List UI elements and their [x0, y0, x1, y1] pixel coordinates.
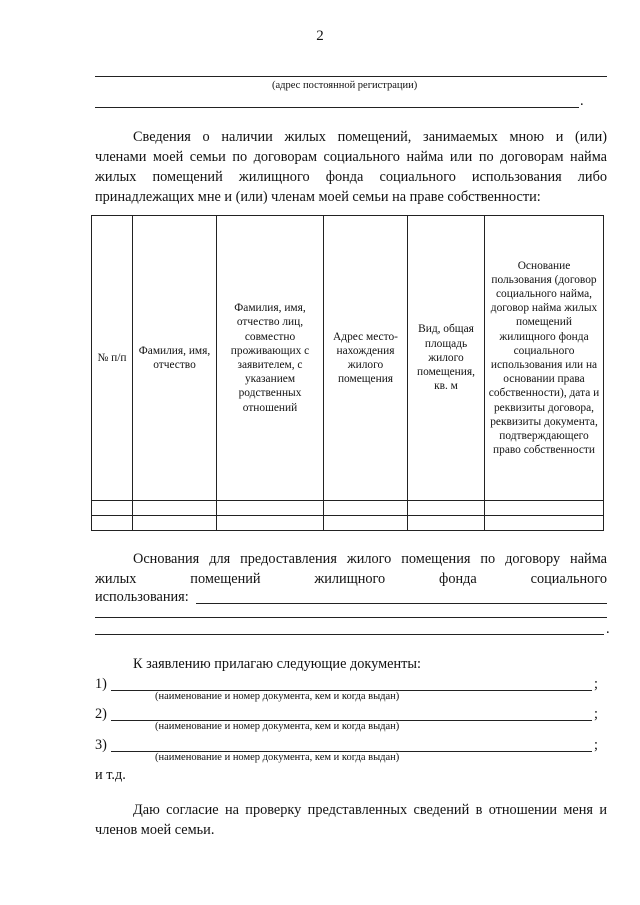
grounds-line-1: Основания для предоставления жилого помещения по договору найма — [133, 551, 607, 567]
intro-line-3: жилых помещений жилищного фонда социального использования либо — [95, 169, 607, 185]
address-caption: (адрес постоянной регистрации) — [272, 80, 418, 91]
consent-line-1: Даю согласие на проверку представленных сведений в отношении меня и — [133, 802, 607, 818]
table-cell[interactable] — [217, 501, 324, 516]
table-cell[interactable] — [133, 501, 217, 516]
header-area: Вид, общая площадь жилого помещения, кв. м — [408, 216, 485, 501]
documents-etc: и т.д. — [95, 767, 126, 783]
header-number: № п/п — [92, 216, 133, 501]
header-basis: Основание пользования (договор социального найма, договор найма жилых помещений жилищного фонда социального использования или на основании права собственности), дата и реквизиты договора, реквизиты документа, подтверждающего право собственности — [485, 216, 604, 501]
address-end-mark: . — [580, 93, 584, 109]
header-address: Адрес место-нахождения жилого помещения — [324, 216, 408, 501]
grounds-line-fill-1[interactable] — [196, 603, 607, 604]
document-item-1-caption: (наименование и номер документа, кем и когда выдан) — [155, 691, 400, 702]
grounds-line-2: жилых помещений жилищного фонда социального — [95, 571, 607, 587]
document-item-2-end: ; — [594, 706, 598, 722]
table-cell[interactable] — [408, 501, 485, 516]
table-row — [92, 501, 604, 516]
table-cell[interactable] — [324, 501, 408, 516]
table-cell[interactable] — [217, 516, 324, 531]
documents-intro: К заявлению прилагаю следующие документы: — [133, 656, 421, 672]
grounds-paragraph — [95, 549, 607, 589]
table-cell[interactable] — [485, 501, 604, 516]
document-item-1-number: 1) — [95, 676, 107, 692]
table-cell[interactable] — [92, 501, 133, 516]
header-full-name: Фамилия, имя, отчество — [133, 216, 217, 501]
grounds-line-fill-3[interactable] — [95, 634, 604, 635]
address-line-2[interactable] — [95, 107, 579, 108]
document-item-3-caption: (наименование и номер документа, кем и когда выдан) — [155, 752, 400, 763]
intro-line-4: принадлежащих мне и (или) членам моей семьи на праве собственности: — [95, 189, 541, 205]
table-cell[interactable] — [324, 516, 408, 531]
grounds-end-mark: . — [606, 621, 610, 637]
document-item-2-number: 2) — [95, 706, 107, 722]
document-item-1-end: ; — [594, 676, 598, 692]
table-cell[interactable] — [92, 516, 133, 531]
document-item-3-end: ; — [594, 737, 598, 753]
consent-paragraph — [95, 800, 607, 840]
document-item-2-caption: (наименование и номер документа, кем и когда выдан) — [155, 721, 400, 732]
grounds-line-fill-2[interactable] — [95, 617, 607, 618]
header-cohabitants: Фамилия, имя, отчество лиц, совместно проживающих с заявителем, с указанием родственных отношений — [217, 216, 324, 501]
intro-line-1: Сведения о наличии жилых помещений, занимаемых мною и (или) — [133, 129, 607, 145]
address-line-1[interactable] — [95, 76, 607, 77]
table-cell[interactable] — [408, 516, 485, 531]
housing-info-table — [91, 215, 604, 531]
intro-paragraph — [95, 127, 607, 207]
table-header-row — [92, 216, 604, 501]
document-item-3-number: 3) — [95, 737, 107, 753]
page-number: 2 — [316, 28, 324, 44]
consent-line-2: членов моей семьи. — [95, 822, 215, 838]
table-row — [92, 516, 604, 531]
table-cell[interactable] — [133, 516, 217, 531]
table-cell[interactable] — [485, 516, 604, 531]
grounds-label: использования: — [95, 589, 189, 605]
intro-line-2: членами моей семьи по договорам социального найма или по договорам найма — [95, 149, 607, 165]
